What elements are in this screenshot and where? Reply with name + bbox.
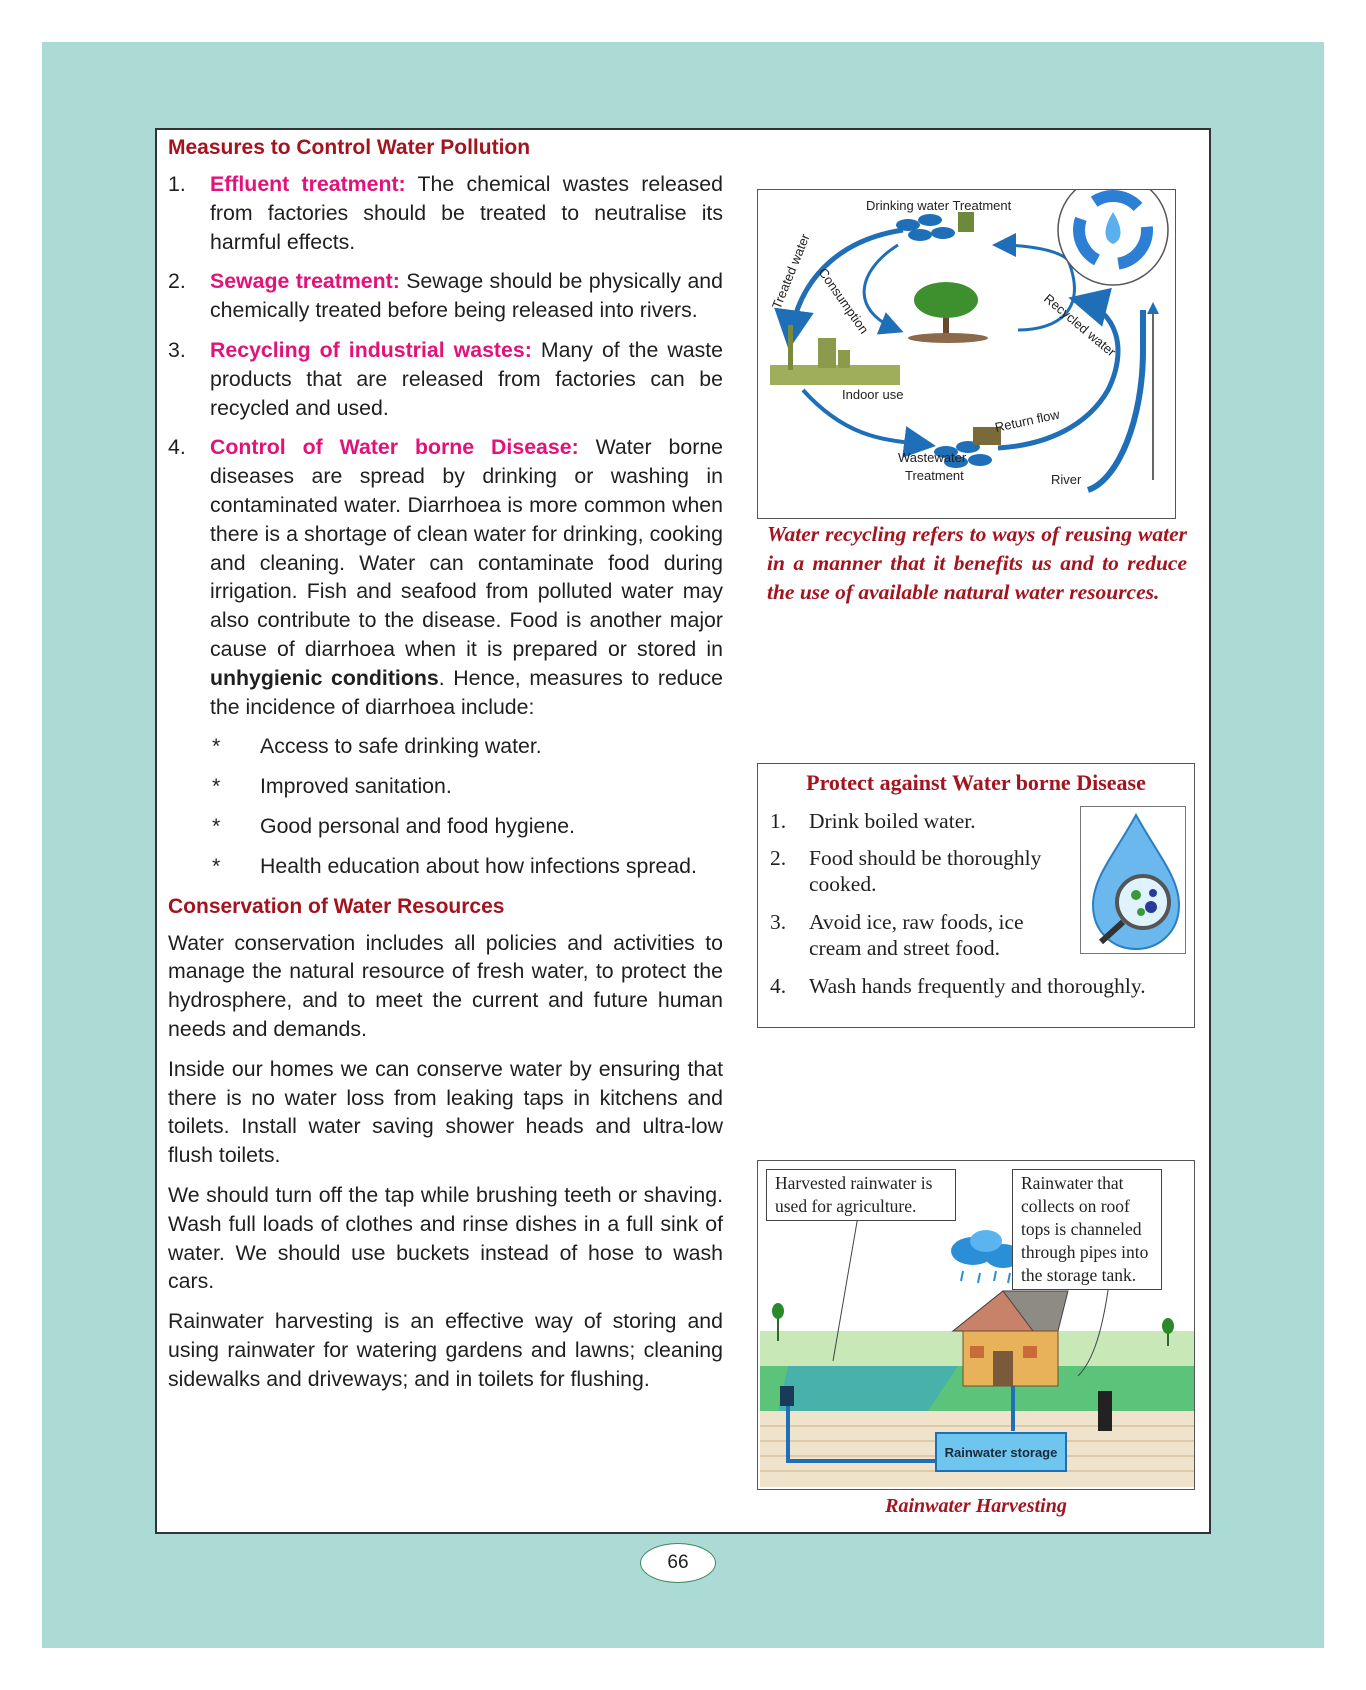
disease-item-text: cream and street food. <box>809 936 1001 960</box>
content-box <box>155 128 1211 1534</box>
conservation-paragraph-1: Water conservation includes all policies and activities to manage the natural resource of fresh water, to protect the hydrosphere, and to meet the current and future human needs and demands. <box>168 930 723 1041</box>
bullet-item-1 <box>168 732 723 761</box>
item-number: 2. <box>168 269 186 294</box>
bullet-text: Health education about how infections spread. <box>260 853 697 878</box>
measure-title: Recycling of industrial wastes: <box>210 337 532 362</box>
disease-item-text: Avoid ice, raw foods, ice <box>809 910 1024 934</box>
water-recycling-caption: Water recycling refers to ways of reusing water in a manner that it benefits us and to reduce the use of available natural water resources. <box>767 522 1187 604</box>
conservation-paragraph-4: Rainwater harvesting is an effective way of storing and using rainwater for watering gardens and lawns; cleaning sidewalks and driveways; and in toilets for flushing. <box>168 1309 723 1391</box>
disease-item-text: Food should be thoroughly <box>809 846 1042 870</box>
measure-title: Sewage treatment: <box>210 269 400 294</box>
water-borne-disease-box <box>757 763 1195 1028</box>
measure-text: Sewage should be physically and chemically treated before being released into rivers. <box>210 269 723 323</box>
label-return-flow: Return flow <box>993 406 1061 435</box>
left-column <box>168 136 723 1404</box>
label-wastewater: Wastewater <box>898 450 967 465</box>
measure-item-3 <box>168 336 723 422</box>
bullet-text: Good personal and food hygiene. <box>260 813 575 838</box>
item-number: 4. <box>168 435 186 460</box>
item-number: 1. <box>168 172 186 196</box>
disease-item-text: Wash hands frequently and thoroughly. <box>809 974 1146 998</box>
label-river: River <box>1051 472 1082 487</box>
water-recycling-diagram <box>757 189 1176 519</box>
label-treated-water: Treated water <box>768 231 813 312</box>
disease-item-number: 1. <box>770 809 787 833</box>
bullet-item-2 <box>168 772 723 801</box>
bullet-star: * <box>212 774 221 799</box>
conservation-paragraph-2: Inside our homes we can conserve water by ensuring that there is no water loss from leaking taps in kitchens and toilets. Install water saving shower heads and ultra-low flush toilets. <box>168 1056 723 1168</box>
label-treatment: Treatment <box>905 468 964 483</box>
bullet-text: Access to safe drinking water. <box>260 734 542 759</box>
callout-line: Harvested rainwater is <box>775 1173 933 1193</box>
measure-item-1 <box>168 170 723 256</box>
measure-text: Water borne diseases are spread by drinking or washing in contaminated water. Diarrhoea is more common when there is a shortage of clean water for drinking, cooking and cleaning. Water can contaminate food during irrigation. Fish and seafood from polluted water may also contribute to the disease. Food is another major cause of diarrhoea when it is prepared or stored in <box>210 435 724 661</box>
page-number: 66 <box>640 1543 716 1583</box>
water-drop-magnifier-icon <box>1081 807 1187 955</box>
rainwater-harvesting-caption: Rainwater Harvesting <box>885 1495 1067 1517</box>
callout-line: Rainwater that <box>1021 1173 1124 1193</box>
callout-line: through pipes into <box>1021 1242 1149 1262</box>
label-consumption: Consumption <box>815 265 872 337</box>
disease-item-number: 3. <box>770 910 787 934</box>
measure-text: Many of the waste products that are released from factories can be recycled and used. <box>210 337 724 420</box>
label-drinking-water: Drinking water Treatment <box>866 198 1012 213</box>
measure-title: Effluent treatment: <box>210 172 406 196</box>
item-number: 3. <box>168 337 186 362</box>
callout-line: tops is channeled <box>1021 1219 1142 1239</box>
bullet-star: * <box>212 853 221 878</box>
callout-line: used for agriculture. <box>775 1196 917 1216</box>
germ-drop-image <box>1080 806 1186 954</box>
disease-item-text: Drink boiled water. <box>809 809 976 833</box>
label-recycled-water: Recycled water <box>1041 290 1119 360</box>
water-cycle-illustration <box>758 190 1177 520</box>
conservation-heading: Conservation of Water Resources <box>168 894 505 918</box>
bullet-star: * <box>212 813 221 838</box>
disease-item-number: 2. <box>770 846 787 870</box>
callout-roof-collection <box>1012 1169 1162 1290</box>
measure-text-after: . Hence, measures to reduce the incidence of diarrhoea include: <box>210 665 723 719</box>
bullet-text: Improved sanitation. <box>260 774 452 799</box>
disease-box-title: Protect against Water borne Disease <box>806 770 1146 795</box>
measure-title: Control of Water borne Disease: <box>210 435 579 460</box>
measure-item-4 <box>168 433 723 721</box>
conservation-paragraph-3: We should turn off the tap while brushing teeth or shaving. Wash full loads of clothes and rinse dishes in a full sink of water. We should use buckets instead of hose to wash cars. <box>168 1182 723 1294</box>
bullet-star: * <box>212 734 221 759</box>
callout-agriculture <box>766 1169 956 1221</box>
callout-line: the storage tank. <box>1021 1265 1137 1285</box>
disease-item-number: 4. <box>770 974 787 998</box>
measure-bold-text: unhygienic conditions <box>210 665 439 690</box>
bullet-item-4 <box>168 852 723 881</box>
label-indoor-use: Indoor use <box>842 387 904 402</box>
rainwater-storage-label: Rainwater storage <box>944 1445 1058 1460</box>
consumption-arrow <box>864 245 898 330</box>
disease-item-text: cooked. <box>809 872 877 896</box>
bullet-item-3 <box>168 812 723 841</box>
measure-text: The chemical wastes released from factories should be treated to neutralise its harmful effects. <box>210 172 723 254</box>
measure-item-2 <box>168 267 723 325</box>
rainwater-harvesting-illustration <box>757 1160 1195 1490</box>
measures-heading: Measures to Control Water Pollution <box>168 136 531 159</box>
callout-line: collects on roof <box>1021 1196 1130 1216</box>
